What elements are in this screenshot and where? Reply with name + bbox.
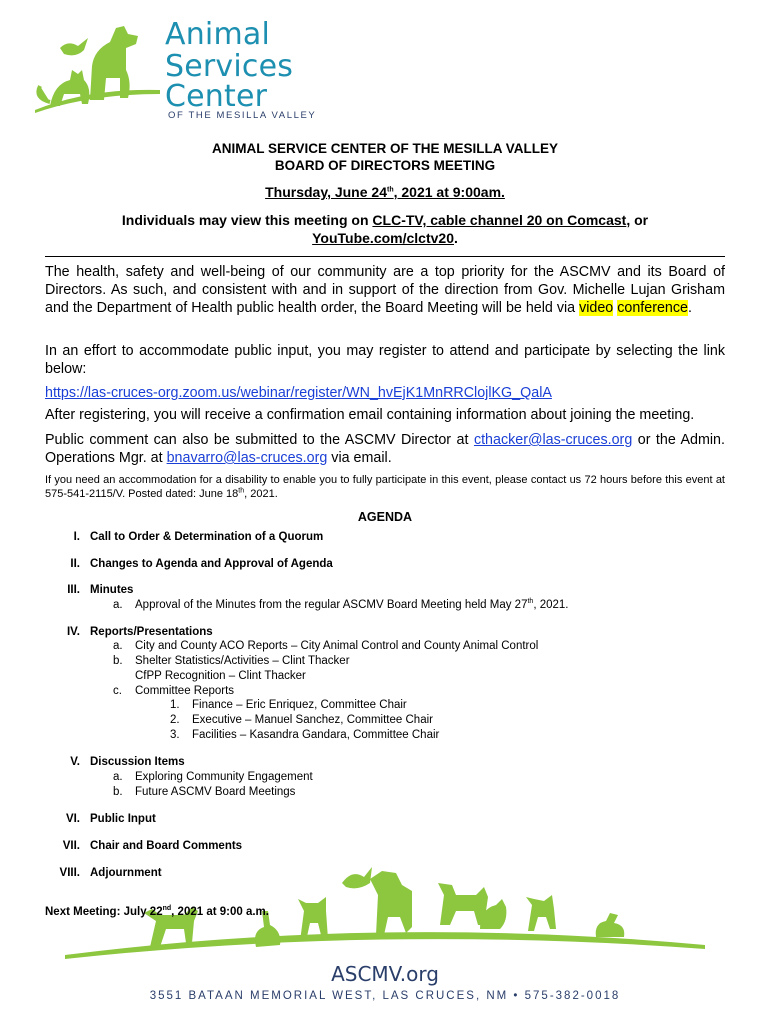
agenda-item: I. Call to Order & Determination of a Quorum <box>73 531 324 543</box>
minutes-subitem: a. Approval of the Minutes from the regular ASCMV Board Meeting held May 27th, 2021. <box>113 598 569 611</box>
highlight-conference: conference <box>617 300 688 316</box>
paragraph-after-registering: After registering, you will receive a confirmation email containing information about joining the meeting. <box>45 407 695 423</box>
heading-divider <box>45 256 725 257</box>
committee-subitem: 2. Executive – Manuel Sanchez, Committee Chair <box>170 714 433 726</box>
meeting-date: Thursday, June 24th, 2021 at 9:00am. <box>265 184 505 200</box>
website-logo-text: ASCMV.org <box>331 962 439 986</box>
highlight-video: video <box>579 300 614 316</box>
meeting-heading: BOARD OF DIRECTORS MEETING <box>274 158 496 173</box>
agenda-item: VII. Chair and Board Comments <box>62 840 243 852</box>
agenda-item: VI. Public Input <box>65 813 156 825</box>
next-meeting: Next Meeting: July 22nd, 2021 at 9:00 a.m. <box>45 905 269 918</box>
paragraph-public-comment: Public comment can also be submitted to the ASCMV Director at cthacker@las-cruces.org or the Admin. Operations Mgr. at bnavarro@las-cruces.org via email. <box>45 432 725 466</box>
discussion-subitem: a. Exploring Community Engagement <box>113 771 313 783</box>
agenda-item: IV. Reports/Presentations <box>66 626 213 638</box>
committee-subitem: 3. Facilities – Kasandra Gandara, Committee Chair <box>170 729 440 741</box>
paragraph-register: In an effort to accommodate public input, you may register to attend and participate by selecting the link below: <box>45 343 725 377</box>
agenda-item: III. Minutes <box>67 584 134 596</box>
viewing-info: Individuals may view this meeting on CLC-TV, cable channel 20 on Comcast, or YouTube.com/clctv20. <box>121 212 649 246</box>
logo-animals-icon <box>20 18 170 118</box>
webinar-link[interactable]: https://las-cruces-org.zoom.us/webinar/register/WN_hvEjK1MnRRClojlKG_QalA <box>45 385 552 401</box>
report-subitem: c. Committee Reports <box>113 685 235 697</box>
logo-word-animal: Animal <box>165 17 271 52</box>
accommodation-note: If you need an accommodation for a disability to enable you to fully participate in this event, please contact us 72 hours before this event at 575-541-2115/V. Posted dated: June 18th, 2021. <box>45 474 725 500</box>
report-subitem: a. City and County ACO Reports – City Animal Control and County Animal Control <box>113 640 539 652</box>
youtube-link[interactable]: YouTube.com/clctv20 <box>312 230 454 246</box>
report-subitem: b. Shelter Statistics/Activities – Clint Thacker <box>113 655 350 667</box>
agenda-item: V. Discussion Items <box>70 756 185 768</box>
org-heading: ANIMAL SERVICE CENTER OF THE MESILLA VALLEY <box>211 141 559 156</box>
discussion-subitem: b. Future ASCMV Board Meetings <box>113 786 296 798</box>
paragraph-health-safety: The health, safety and well-being of our community are a top priority for the ASCMV and its Board of Directors. As such, and consistent with and in support of the direction from Gov. Michelle Lujan Grisham and the Department of Health public health order, the Board Meeting will be held via video conference. <box>45 264 725 316</box>
agenda-title: AGENDA <box>357 510 413 524</box>
email-bnavarro-link[interactable]: bnavarro@las-cruces.org <box>166 450 328 466</box>
committee-subitem: 1. Finance – Eric Enriquez, Committee Chair <box>170 699 407 711</box>
agenda-item: II. Changes to Agenda and Approval of Agenda <box>70 558 333 570</box>
logo-word-services: Services <box>165 49 294 84</box>
logo-word-center: Center <box>165 79 268 114</box>
footer-address: 3551 BATAAN MEMORIAL WEST, LAS CRUCES, NM • 575-382-0018 <box>149 990 621 1002</box>
agenda-item: VIII. Adjournment <box>59 867 162 879</box>
email-cthacker-link[interactable]: cthacker@las-cruces.org <box>473 432 633 448</box>
clctv-link[interactable]: CLC-TV, cable channel 20 on Comcast <box>372 212 627 228</box>
report-subitem: CfPP Recognition – Clint Thacker <box>135 670 306 682</box>
logo-subtitle: OF THE MESILLA VALLEY <box>168 110 317 121</box>
